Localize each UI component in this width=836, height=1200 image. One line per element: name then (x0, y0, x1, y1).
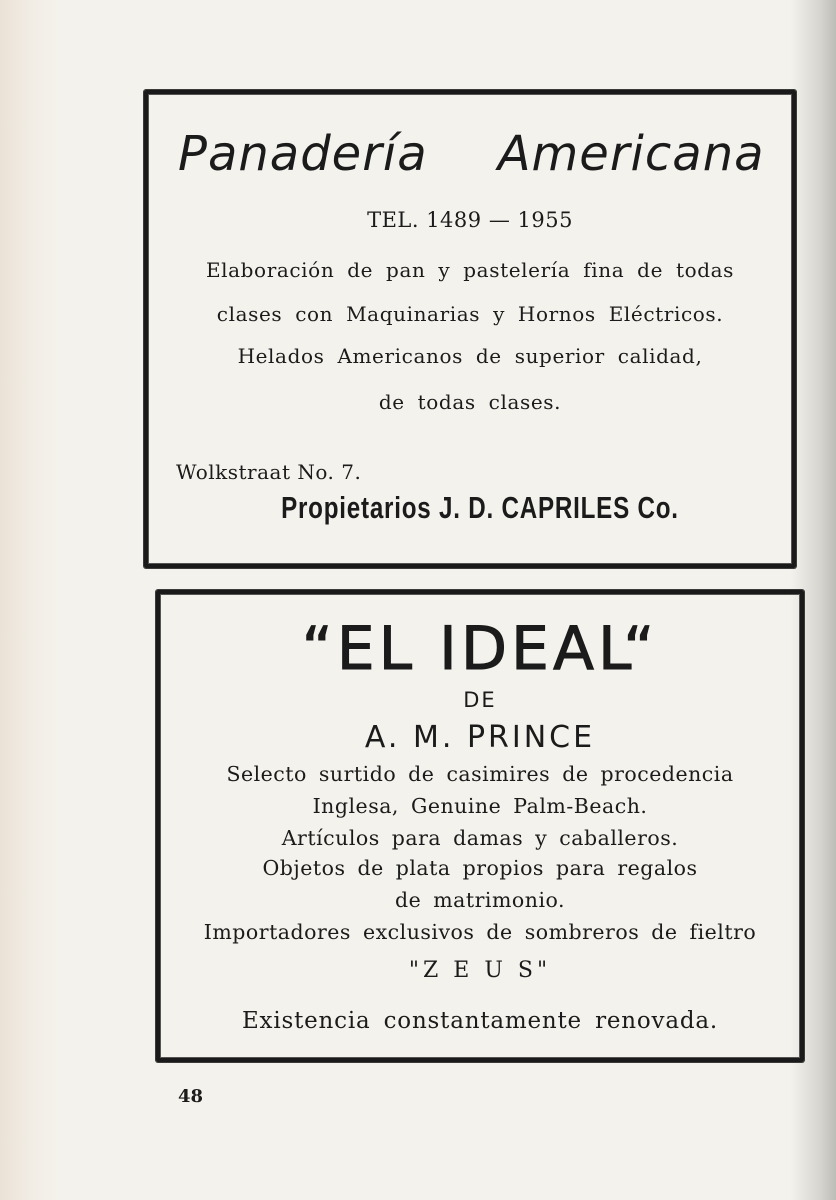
ad1-address: Wolkstraat No. 7. (176, 460, 362, 484)
ad2-body-line: Inglesa, Genuine Palm-Beach. (312, 794, 648, 818)
ad1-body-line: Elaboración de pan y pastelería fina de todas (205, 258, 735, 282)
ad2-body-line: Importadores exclusivos de sombreros de fieltro (203, 920, 757, 944)
ad2-de: DE (463, 688, 497, 712)
ad1-body-line: clases con Maquinarias y Hornos Eléctricos. (216, 302, 724, 326)
ad2-owner: A. M. PRINCE (364, 720, 596, 755)
ad2-body-line: Selecto surtido de casimires de procedencia (226, 762, 734, 786)
ad2-title: “EL IDEAL“ (301, 614, 659, 684)
ad1-title-word1: Panadería (178, 126, 428, 182)
page-shadow-left (0, 0, 60, 1200)
ad2-body-line: Artículos para damas y caballeros. (281, 826, 679, 850)
ad1-body-line: Helados Americanos de superior calidad, (237, 344, 703, 368)
ad2-body-line: de matrimonio. (394, 888, 566, 912)
page-number: 48 (178, 1086, 204, 1107)
advertisement-panaderia-americana (144, 90, 796, 568)
ad1-body-line: de todas clases. (378, 390, 562, 414)
ad2-body-line: Objetos de plata propios para regalos (262, 856, 698, 880)
ad1-owners: Propietarios J. D. CAPRILES Co. (281, 490, 679, 525)
ad1-title-word2: Americana (497, 126, 765, 182)
advertisement-el-ideal (156, 590, 804, 1062)
ad1-telephone: TEL. 1489 — 1955 (367, 208, 573, 232)
ad1-title (178, 126, 778, 182)
ad2-closing: Existencia constantamente renovada. (241, 1008, 719, 1034)
ad2-brand: "Z E U S" (408, 958, 552, 983)
